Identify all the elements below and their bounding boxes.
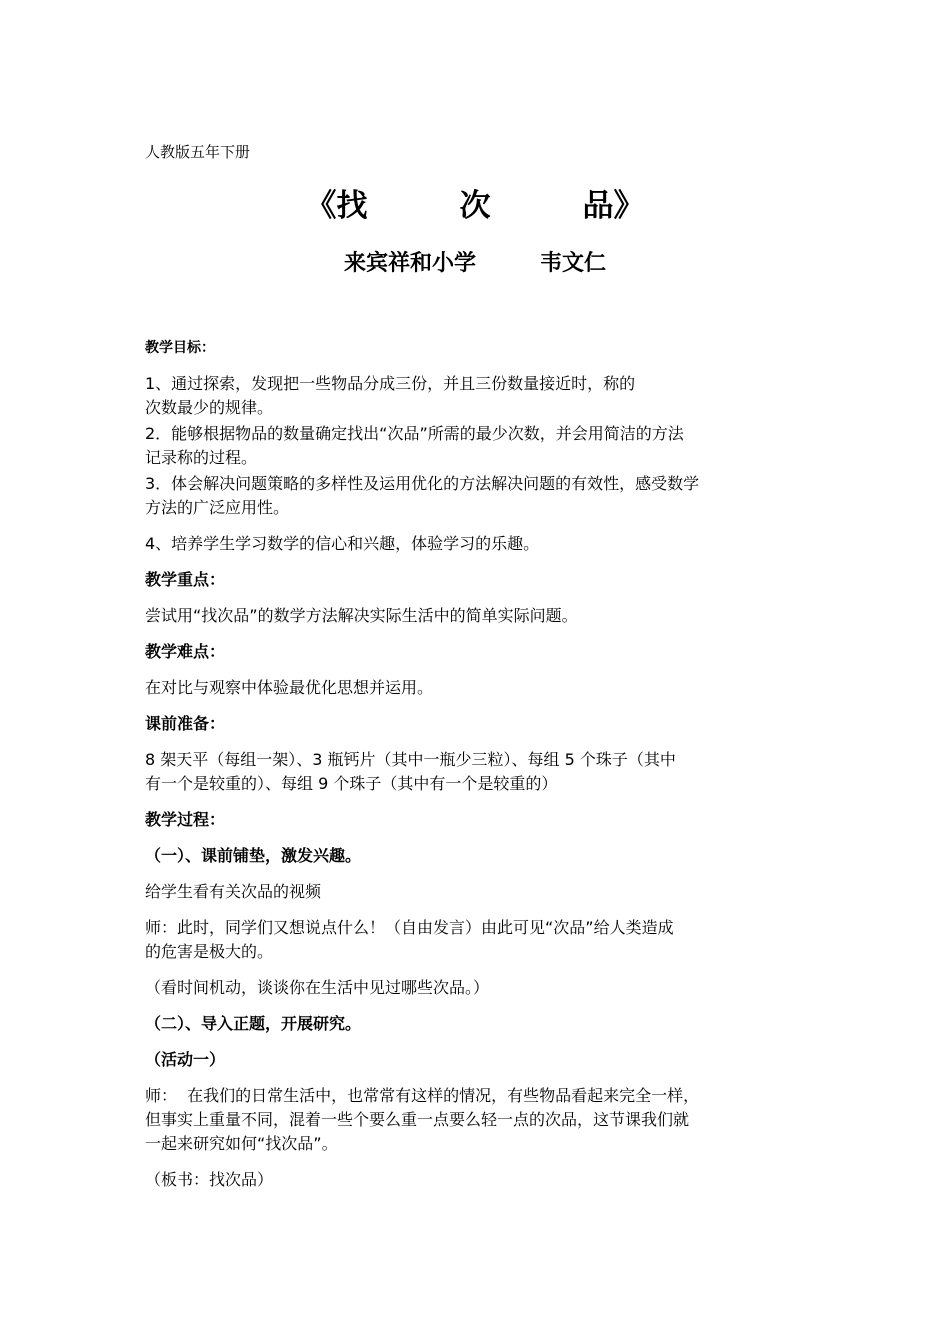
objective-3-line2: 方法的广泛应用性。 [145, 498, 290, 517]
title-part-left: 《找 [305, 188, 368, 224]
preparation-line2: 有一个是较重的）、每组 9 个珠子（其中有一个是较重的） [145, 774, 558, 793]
author-name: 韦文仁 [540, 251, 607, 276]
difficulties-text: 在对比与观察中体验最优化思想并运用。 [145, 678, 434, 697]
step1-heading: （一）、课前铺垫，激发兴趣。 [145, 846, 362, 865]
objectives-heading: 教学目标： [145, 340, 215, 356]
objective-1-line1: 1、通过探索，发现把一些物品分成三份，并且三份数量接近时，称的 [145, 374, 636, 393]
objective-2-line1: 2．能够根据物品的数量确定找出“次品”所需的最少次数，并会用简洁的方法 [145, 424, 684, 443]
author-line [0, 246, 950, 277]
lesson-body [145, 336, 810, 1192]
process-heading: 教学过程： [145, 810, 226, 829]
objective-2-line2: 记录称的过程。 [145, 448, 258, 467]
activity1-line1: 师： 在我们的日常生活中，也常常有这样的情况，有些物品看起来完全一样， [145, 1086, 700, 1105]
objective-1-line2: 次数最少的规律。 [145, 398, 274, 417]
title-part-right: 品》 [582, 188, 645, 224]
step2-heading: （二）、导入正题，开展研究。 [145, 1014, 362, 1033]
step1-note: （看时间机动，谈谈你在生活中见过哪些次品。） [145, 978, 490, 997]
step1-teacher-line2: 的危害是极大的。 [145, 942, 274, 961]
edition-label: 人教版五年下册 [145, 143, 251, 161]
activity1-line3: 一起来研究如何“找次品”。 [145, 1134, 338, 1153]
activity1-line2: 但事实上重量不同，混着一些个要么重一点要么轻一点的次品，这节课我们就 [145, 1110, 690, 1129]
step1-teacher-line1: 师：此时，同学们又想说点什么！（自由发言）由此可见“次品”给人类造成 [145, 918, 674, 937]
objective-3-line1: 3．体会解决问题策略的多样性及运用优化的方法解决问题的有效性，感受数学 [145, 474, 700, 493]
title-part-middle: 次 [459, 188, 491, 224]
difficulties-heading: 教学难点： [145, 642, 226, 661]
activity1-heading: （活动一） [145, 1050, 226, 1069]
key-points-text: 尝试用“找次品”的数学方法解决实际生活中的简单实际问题。 [145, 606, 578, 625]
key-points-heading: 教学重点： [145, 570, 226, 589]
objective-4: 4、培养学生学习数学的信心和兴趣，体验学习的乐趣。 [145, 534, 540, 553]
lesson-title [0, 180, 950, 225]
preparation-heading: 课前准备： [145, 714, 226, 733]
step1-text: 给学生看有关次品的视频 [145, 882, 322, 901]
author-school: 来宾祥和小学 [343, 251, 476, 276]
board-note: （板书：找次品） [145, 1170, 274, 1189]
preparation-line1: 8 架天平（每组一架）、3 瓶钙片（其中一瓶少三粒）、每组 5 个珠子（其中 [145, 750, 676, 769]
